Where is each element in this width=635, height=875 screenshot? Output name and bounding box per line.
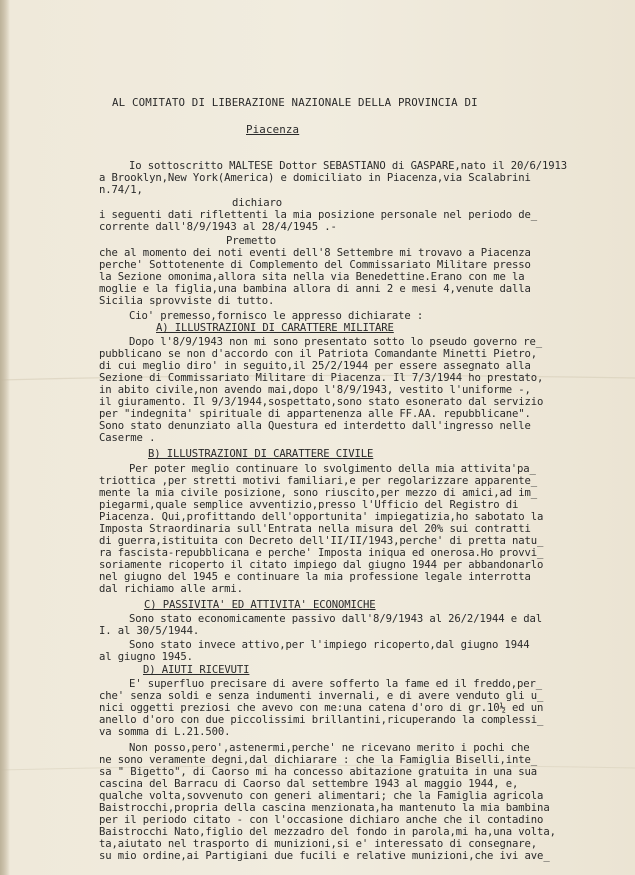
text-line: per "indegnita' spirituale di appartenenza alle FF.AA. repubblicane".	[99, 408, 531, 420]
text-line: Imposta Straordinaria sull'Entrata nella misura del 20% sui contratti	[99, 523, 531, 535]
text-line: I. al 30/5/1944.	[99, 625, 200, 637]
text-line: che al momento dei noti eventi dell'8 Settembre mi trovavo a Piacenza	[99, 247, 531, 259]
text-line: di cui meglio diro' in seguito,il 25/2/1944 per essere assegnato alla	[99, 360, 531, 372]
text-line: ne sono veramente degni,dal dichiarare : che la Famiglia Biselli,inte_	[99, 754, 538, 766]
text-line: perche' Sottotenente di Complemento del Commissariato Militare presso	[99, 259, 531, 271]
text-line: Per poter meglio continuare lo svolgimento della mia attivita'pa_	[129, 463, 536, 475]
text-line: Sono stato invece attivo,per l'impiego ricoperto,dal giugno 1944	[129, 639, 530, 651]
text-line: soriamente ricoperto il citato impiego dal giugno 1944 per abbandonarlo	[99, 559, 544, 571]
text-line: E' superfluo precisare di avere sofferto la fame ed il freddo,per_	[129, 678, 543, 690]
text-line: Sono stato economicamente passivo dall'8/9/1943 al 26/2/1944 e dal	[129, 613, 543, 625]
text-line: di guerra,istituita con Decreto dell'II/II/1943,perche' di pretta natu_	[99, 535, 544, 547]
text-line: in abito civile,non avendo mai,dopo l'8/9/1943, vestito l'uniforme -,	[99, 384, 531, 396]
text-line: i seguenti dati riflettenti la mia posizione personale nel periodo de_	[99, 209, 538, 221]
text-line: che' senza soldi e senza indumenti invernali, e di avere venduto gli u_	[99, 690, 544, 702]
text-line: nel giugno del 1945 e continuare la mia professione legale interrotta	[99, 571, 531, 583]
text-line: per il periodo citato - con l'occasione dichiaro anche che il contadino	[99, 814, 544, 826]
text-line: Sicilia sprovviste di tutto.	[99, 295, 275, 307]
text-line: anello d'oro con due piccolissimi brillantini,ricuperando la complessi_	[99, 714, 544, 726]
section-heading: D) AIUTI RICEVUTI	[143, 664, 250, 676]
text-line: Baistrocchi Nato,figlio del mezzadro del fondo in parola,mi ha,una volta,	[99, 826, 556, 838]
section-heading: Premetto	[226, 235, 277, 247]
section-heading: A) ILLUSTRAZIONI DI CARATTERE MILITARE	[156, 322, 394, 334]
text-line: n.74/1,	[99, 184, 143, 196]
section-heading: dichiaro	[232, 197, 283, 209]
document-subtitle: Piacenza	[246, 123, 300, 136]
text-line: va somma di L.21.500.	[99, 726, 231, 738]
text-line: ta,aiutato nel trasporto di munizioni,si e' interessato di consegnare,	[99, 838, 538, 850]
text-line: Sono stato denunziato alla Questura ed interdetto dall'ingresso nelle	[99, 420, 531, 432]
text-line: Baistrocchi,propria della cascina menzionata,ha mantenuto la mia bambina	[99, 802, 550, 814]
text-line: sa " Bigetto", di Caorso mi ha concesso abitazione gratuita in una sua	[99, 766, 538, 778]
text-line: moglie e la figlia,una bambina allora di anni 2 e mesi 4,venute dalla	[99, 283, 531, 295]
document-title: AL COMITATO DI LIBERAZIONE NAZIONALE DELLA PROVINCIA DI	[112, 96, 478, 109]
text-line: qualche volta,sovvenuto con generi alimentari; che la Famiglia agricola	[99, 790, 544, 802]
text-line: Dopo l'8/9/1943 non mi sono presentato sotto lo pseudo governo re_	[129, 336, 543, 348]
text-line: nici oggetti preziosi che avevo con me:una catena d'oro di gr.10½ ed un	[99, 702, 544, 714]
text-line: pubblicano se non d'accordo con il Patriota Comandante Minetti Pietro,	[99, 348, 538, 360]
text-line: triottica ,per stretti motivi familiari,e per regolarizzare apparente_	[99, 475, 538, 487]
text-line: cascina del Barracu di Caorso dal settembre 1943 al maggio 1944, e,	[99, 778, 519, 790]
text-line: Non posso,pero',astenermi,perche' ne ricevano merito i pochi che	[129, 742, 530, 754]
section-heading: C) PASSIVITA' ED ATTIVITA' ECONOMICHE	[144, 599, 376, 611]
text-line: al giugno 1945.	[99, 651, 193, 663]
text-line: Caserme .	[99, 432, 156, 444]
text-line: Sezione di Commissariato Militare di Piacenza. Il 7/3/1944 ho prestato,	[99, 372, 544, 384]
text-line: corrente dall'8/9/1943 al 28/4/1945 .-	[99, 221, 337, 233]
text-line: su mio ordine,ai Partigiani due fucili e relative munizioni,che ivi ave_	[99, 850, 550, 862]
text-line: a Brooklyn,New York(America) e domiciliato in Piacenza,via Scalabrini	[99, 172, 531, 184]
text-line: ra fascista-repubblicana e perche' Imposta iniqua ed onerosa.Ho provvi_	[99, 547, 544, 559]
text-line: Piacenza. Qui,profittando dell'opportunita' impiegatizia,ho sabotato la	[99, 511, 544, 523]
text-line: mente la mia civile posizione, sono riuscito,per mezzo di amici,ad im_	[99, 487, 538, 499]
text-line: Io sottoscritto MALTESE Dottor SEBASTIANO di GASPARE,nato il 20/6/1913	[129, 160, 568, 172]
text-line: la Sezione omonima,allora sita nella via Benedettine.Erano con me la	[99, 271, 525, 283]
text-line: dal richiamo alle armi.	[99, 583, 243, 595]
text-line: il giuramento. Il 9/3/1944,sospettato,sono stato esonerato dal servizio	[99, 396, 544, 408]
text-line: piegarmi,quale semplice avventizio,presso l'Ufficio del Registro di	[99, 499, 519, 511]
section-heading: B) ILLUSTRAZIONI DI CARATTERE CIVILE	[148, 448, 374, 460]
text-line: Cio' premesso,fornisco le appresso dichiarate :	[129, 310, 424, 322]
